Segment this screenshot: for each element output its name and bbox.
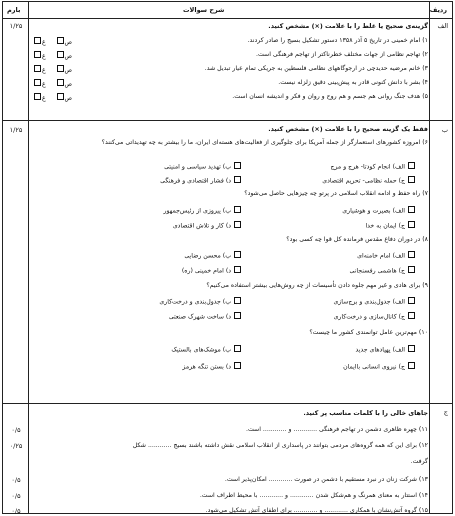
fill-item: ۱۲) برای این که همه گروه‌های مردمی بتوانند در پاسداری از انقلاب اسلامی نقش داشته باشند بسیج ............ شکل <box>132 442 428 449</box>
question-9: ۹) برای هادی و غیر مهم جلوه دادن تأسیسات از چه روش‌هایی بیشتر استفاده می‌کنیم؟ <box>206 282 428 289</box>
item-score: ۰/۵ <box>11 507 21 514</box>
question-6: ۶) امروزه کشورهای استعمارگر از جمله آمریکا برای جلوگیری از فعالیت‌های هسته‌ای ایران، ما را بیشتر به چه تهدیداتی می‌کنند؟ <box>101 139 428 146</box>
item-score: ۰/۵ <box>11 476 21 484</box>
option-checkbox[interactable] <box>234 162 241 169</box>
option-checkbox[interactable] <box>234 206 241 213</box>
item-score: ۰/۵ <box>11 492 21 500</box>
section-b-label: ب <box>441 126 448 134</box>
option[interactable]: د) بستن تنگه هرمز <box>182 362 242 372</box>
option[interactable]: ج) ایمان به خدا <box>365 221 416 231</box>
option[interactable]: ج) نیروی انسانی باایمان <box>343 362 416 372</box>
option[interactable]: ج) هاشمی رفسنجانی <box>350 266 416 276</box>
option[interactable]: الف) پهپادهای جدید <box>356 345 416 355</box>
option[interactable]: د) امام خمینی (ره) <box>182 266 242 276</box>
tf-item: ۴) بشر با دانش کنونی قادر به پیش‌بینی دقیق زلزله نیست. غ ص <box>31 79 428 87</box>
tf-options: غ ص <box>33 51 72 61</box>
section-c-label: ج <box>443 408 448 416</box>
option-checkbox[interactable] <box>234 266 241 273</box>
option-checkbox[interactable] <box>234 221 241 228</box>
option[interactable]: ب) پیروزی از رئیس‌جمهور <box>163 206 242 216</box>
question-7: ۷) راه حفظ و ادامه انقلاب اسلامی در پرتو چه چیزهایی حاصل می‌شود؟ <box>244 190 428 197</box>
false-checkbox[interactable] <box>34 79 41 86</box>
option[interactable]: الف) بصیرت و هوشیاری <box>342 206 416 216</box>
section-divider <box>3 403 452 404</box>
table-header <box>3 2 452 19</box>
option-checkbox[interactable] <box>234 251 241 258</box>
option[interactable]: ج) کانال‌سازی و درخت‌کاری <box>334 312 416 322</box>
option[interactable]: د) فشار اقتصادی و فرهنگی <box>160 176 242 186</box>
option-checkbox[interactable] <box>408 221 415 228</box>
option-checkbox[interactable] <box>234 312 241 319</box>
option-checkbox[interactable] <box>234 297 241 304</box>
section-b-title: فقط یک گزینه صحیح را با علامت (×) مشخص کنید. <box>268 125 428 133</box>
option-checkbox[interactable] <box>408 162 415 169</box>
false-checkbox[interactable] <box>34 65 41 72</box>
section-a-score: ۱/۲۵ <box>9 22 23 30</box>
option[interactable]: ب) جدول‌بندی و درخت‌کاری <box>159 297 242 307</box>
true-checkbox[interactable] <box>57 79 64 86</box>
true-checkbox[interactable] <box>57 37 64 44</box>
false-checkbox[interactable] <box>34 93 41 100</box>
score-column-divider <box>28 2 29 513</box>
option[interactable]: ب) تهدید سیاسی و امنیتی <box>164 162 242 172</box>
header-barom: بارم <box>7 6 21 14</box>
option-checkbox[interactable] <box>408 345 415 352</box>
option[interactable]: الف) جدول‌بندی و برج‌سازی <box>333 297 416 307</box>
option[interactable]: د) کار و تلاش اقتصادی <box>173 221 242 231</box>
option[interactable]: د) ساخت شهرک صنعتی <box>169 312 242 322</box>
section-a-title: گزینه‌ی صحیح یا غلط را با علامت (×) مشخص کنید. <box>268 22 428 30</box>
header-sharh: شرح سوالات <box>183 6 225 14</box>
tf-options: غ ص <box>33 93 72 103</box>
option-checkbox[interactable] <box>408 176 415 183</box>
option[interactable]: ج) حمله نظامی- تحریم اقتصادی <box>322 176 416 186</box>
tf-item: ۲) تهاجم نظامی از جهات مختلف خطرناکتر از تهاجم فرهنگی است. غ ص <box>31 51 428 59</box>
option-checkbox[interactable] <box>408 362 415 369</box>
question-8: ۸) در دوران دفاع مقدس فرمانده کل قوا چه کسی بود؟ <box>286 236 428 243</box>
false-checkbox[interactable] <box>34 51 41 58</box>
section-a-label: الف <box>437 22 448 30</box>
section-b-score: ۱/۲۵ <box>9 126 23 134</box>
option-checkbox[interactable] <box>408 297 415 304</box>
option-checkbox[interactable] <box>234 345 241 352</box>
header-radif: ردیف <box>429 6 447 14</box>
option-checkbox[interactable] <box>408 266 415 273</box>
exam-sheet <box>2 1 453 514</box>
fill-item: گرفت. <box>410 458 428 465</box>
tf-options: غ ص <box>33 37 72 47</box>
fill-item: ۱۳) شرکت زنان در نبرد مستقیم با دشمن در صورت ............ امکان‌پذیر است. <box>224 476 428 483</box>
true-checkbox[interactable] <box>57 93 64 100</box>
tf-item: ۵) هدف جنگ روانی هم جسم و هم روح و روان و فکر و اندیشه انسان است. غ ص <box>31 93 428 101</box>
true-checkbox[interactable] <box>57 51 64 58</box>
option-checkbox[interactable] <box>234 176 241 183</box>
option[interactable]: الف) انجام کودتا- هرج و مرج <box>331 162 417 172</box>
row-column-divider <box>429 2 430 513</box>
option-checkbox[interactable] <box>408 206 415 213</box>
item-score: ۰/۲۵ <box>9 442 23 450</box>
option[interactable]: الف) امام خامنه‌ای <box>357 251 416 261</box>
tf-item: ۳) خانم مرضیه حدیدچی در ارجوگاههای نظامی فلسطین به جریکی تمام عیار تبدیل شد. غ ص <box>31 65 428 73</box>
option-checkbox[interactable] <box>408 251 415 258</box>
option-checkbox[interactable] <box>408 312 415 319</box>
tf-options: غ ص <box>33 65 72 75</box>
fill-item: ۱۴) استتار به معنای همرنگ و هم‌شکل شدن ............ و ............ با محیط اطراف است. <box>199 492 428 499</box>
tf-options: غ ص <box>33 79 72 89</box>
false-checkbox[interactable] <box>34 37 41 44</box>
option[interactable]: ب) محسن رضایی <box>184 251 242 261</box>
item-score: ۰/۵ <box>11 426 21 434</box>
section-divider <box>3 120 452 121</box>
section-c-title: جاهای خالی را با کلمات مناسب پر کنید. <box>303 409 428 417</box>
question-10: ۱۰) مهم‌ترین عامل توانمندی کشور ما چیست؟ <box>309 329 428 336</box>
fill-item: ۱۱) چهره ظاهری دشمن در تهاجم فرهنگی ............ و ............ است. <box>246 426 428 433</box>
option[interactable]: ب) موشک‌های بالستیک <box>171 345 242 355</box>
tf-item: ۱) امام خمینی در تاریخ ۵ آذر ۱۳۵۸ دستور تشکیل بسیج را صادر کردند. غ ص <box>31 37 428 45</box>
fill-item: ۱۵) گروه آتش‌نشان با همکاری ............ و ............ برای اطفای آتش تشکیل می‌شود. <box>205 507 428 514</box>
option-checkbox[interactable] <box>234 362 241 369</box>
true-checkbox[interactable] <box>57 65 64 72</box>
